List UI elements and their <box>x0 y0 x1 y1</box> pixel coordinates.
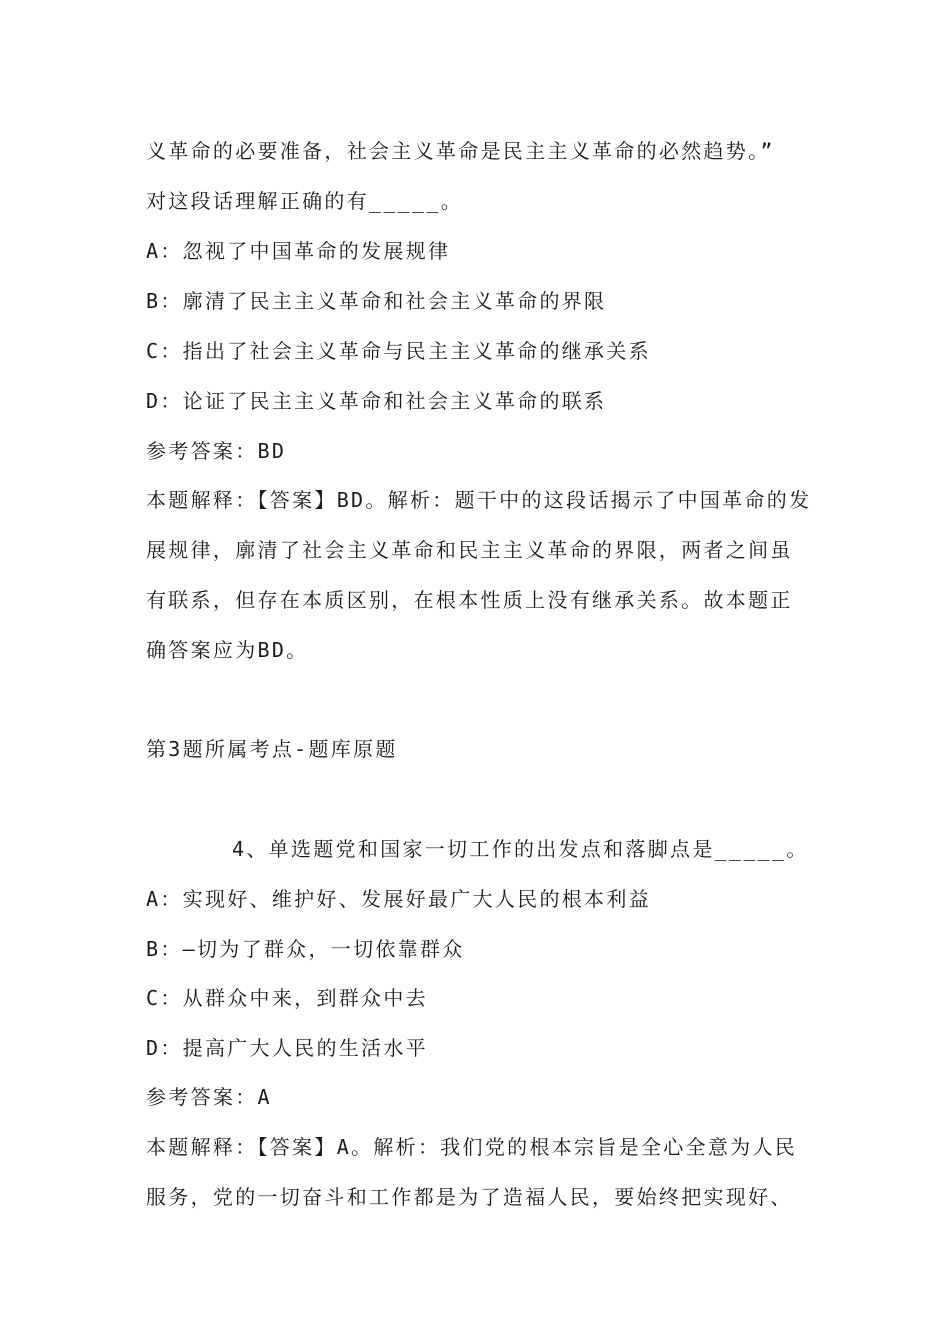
q4-answer: 参考答案：A <box>146 1085 272 1109</box>
q4-option-d: D：提高广大人民的生活水平 <box>146 1036 428 1060</box>
q4-explanation-line-1: 本题解释：【答案】A。解析：我们党的根本宗旨是全心全意为人民 <box>146 1135 798 1159</box>
q4-option-c: C：从群众中来，到群众中去 <box>146 986 428 1010</box>
q4-option-b: B：—切为了群众，一切依靠群众 <box>146 937 465 961</box>
q2-explanation-line-2: 展规律，廓清了社会主义革命和民主主义革命的界限，两者之间虽 <box>146 538 793 562</box>
q2-option-a: A：忽视了中国革命的发展规律 <box>146 239 451 263</box>
q2-option-b: B：廓清了民主主义革命和社会主义革命的界限 <box>146 289 607 313</box>
q2-option-d: D：论证了民主主义革命和社会主义革命的联系 <box>146 389 607 413</box>
q3-topic-footer: 第3题所属考点-题库原题 <box>146 737 398 761</box>
q2-stem-line-2: 对这段话理解正确的有_____。 <box>146 189 464 213</box>
q4-stem: 4、单选题党和国家一切工作的出发点和落脚点是_____。 <box>232 837 809 861</box>
q2-answer: 参考答案：BD <box>146 439 287 463</box>
q4-explanation-line-2: 服务，党的一切奋斗和工作都是为了造福人民，要始终把实现好、 <box>146 1185 793 1209</box>
q2-explanation-line-4: 确答案应为BD。 <box>146 638 309 662</box>
q2-option-c: C：指出了社会主义革命与民主主义革命的继承关系 <box>146 339 651 363</box>
q2-stem-line-1: 义革命的必要准备，社会主义革命是民主主义革命的必然趋势。” <box>146 139 775 163</box>
q4-option-a: A：实现好、维护好、发展好最广大人民的根本利益 <box>146 887 651 911</box>
q2-explanation-line-1: 本题解释：【答案】BD。解析：题干中的这段话揭示了中国革命的发 <box>146 488 812 512</box>
q2-explanation-line-3: 有联系，但存在本质区别，在根本性质上没有继承关系。故本题正 <box>146 588 793 612</box>
